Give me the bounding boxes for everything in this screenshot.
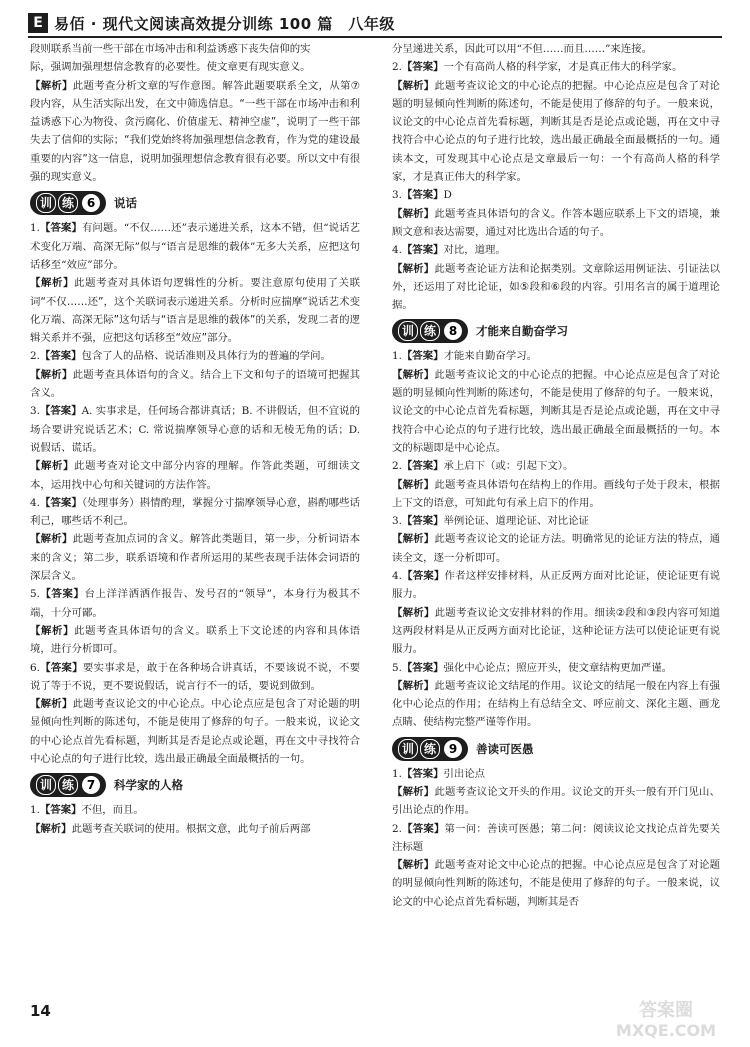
- item-text: 第一问：善读可医愚；第二问：阅读议论文找论点首先要关注标题: [392, 822, 720, 853]
- badge-char: 练: [420, 739, 440, 759]
- answer-item: [392, 512, 720, 530]
- item-number: 2.: [392, 61, 402, 74]
- analysis-item: [392, 366, 720, 457]
- item-tag: 【答案】: [401, 767, 444, 780]
- item-tag: 【答案】: [401, 822, 445, 835]
- item-text: 此题考查议论文的中心论点。中心论点应是包含了对论题的明显倾向性判断的陈述句，不能是使用了修辞的句子。一般来说，议论文的中心论点首先看标题，判断其是否是论点或论题，再在文中寻找符合中心论点的句子进行比较，选出最正确最全面最概括的一句。: [30, 698, 361, 765]
- item-number: 2.: [392, 822, 402, 835]
- analysis-item: [30, 820, 360, 838]
- item-text: D: [443, 189, 452, 202]
- item-tag: 【解析】: [30, 368, 73, 381]
- section-badge: [392, 319, 468, 343]
- item-text: 此题考查关联词的使用。根据文意，此句子前后两部: [71, 822, 311, 835]
- item-text: 要实事求是，敢于在各种场合讲真话，不要该说不说，不要说了等于不说，更不要说假话，说言行不一的话，要说到做到。: [30, 661, 361, 692]
- section-title: 才能来自勤奋学习: [476, 324, 568, 339]
- badge-char: 练: [420, 321, 440, 341]
- answer-item: [30, 494, 360, 531]
- right-column: [392, 40, 720, 911]
- analysis-item: [30, 274, 360, 347]
- answer-item: [392, 765, 720, 783]
- item-text: 此题考查议论文安排材料的作用。细读②段和③段内容可知道这两段材料是从正反两方面对比论证，这种论证方法可以使论证更有说服力。: [392, 606, 720, 656]
- item-tag: 【解析】: [392, 533, 435, 546]
- section-title: 说话: [114, 196, 137, 211]
- answer-item: [392, 241, 720, 259]
- item-number: 4.: [30, 496, 40, 509]
- section-8-list: [392, 347, 720, 731]
- answer-item: [392, 347, 720, 365]
- section-title: 善读可医愚: [476, 741, 534, 756]
- item-tag: 【答案】: [401, 189, 444, 202]
- item-text: 承上启下（或：引起下文）。: [443, 460, 574, 473]
- item-tag: 【解析】: [392, 606, 435, 619]
- section-number: 7: [82, 776, 100, 794]
- item-number: 5.: [392, 661, 402, 674]
- analysis-item: [392, 77, 720, 187]
- item-text: 此题考查论证方法和论据类别。文章除运用例证法、引证法以外，还运用了对比论证，如⑤段和⑥段的内容。引用名言的属于道理论据。: [392, 262, 721, 312]
- item-tag: 【解析】: [30, 533, 73, 546]
- item-tag: 【答案】: [401, 61, 444, 74]
- section-number: 9: [444, 740, 462, 758]
- item-text: 此题考查对具体语句逻辑性的分析。要注意原句使用了关联词“不仅……还”，这个关联词表示递进关系。分析时应揣摩“说话艺术变化万端、高深无际”这句话与“语言是思维的载体”的关系，发现二者的逻辑关系并不强，应把这句话移至“效应”部分。: [30, 277, 361, 345]
- analysis-tag: 【解析】: [30, 79, 73, 92]
- analysis-item: [392, 205, 720, 242]
- item-tag: 【答案】: [39, 804, 82, 817]
- analysis-item: [392, 677, 720, 732]
- item-number: 2.: [30, 350, 40, 363]
- item-tag: 【解析】: [30, 624, 75, 637]
- item-tag: 【解析】: [30, 698, 73, 711]
- item-tag: 【解析】: [392, 79, 435, 92]
- section-7-list: [30, 801, 360, 838]
- item-number: 1.: [30, 222, 40, 235]
- section-heading-6: [30, 191, 360, 215]
- item-number: 3.: [30, 405, 40, 418]
- answer-item: [392, 457, 720, 475]
- analysis-item: [392, 604, 720, 659]
- intro-line: 分呈递进关系，因此可以用“不但……而且……”来连接。: [392, 43, 652, 55]
- analysis-item: [30, 366, 360, 403]
- item-number: 6.: [30, 661, 40, 674]
- analysis-text: 此题考查分析文章的写作意图。解答此题要联系全文，从第⑦段内容，从生活实际出发，在文中筛选信息。“一些干部在市场冲击和利益诱惑下心为物役、贪污腐化、价值虚无、精神空虚”，说明了一些干部失去了信仰的实际；“我们党始终将加强理想信念教育，作为党的建设最重要的内容”这一信息，说明加强理想信念教育很有必要。所以文中有很强的现实意义。: [30, 79, 361, 184]
- item-text: 包含了人的品格、说话准则及具体行为的普遍的学问。: [81, 350, 331, 363]
- badge-char: 训: [398, 739, 418, 759]
- item-tag: 【解析】: [392, 785, 435, 798]
- svg-text:MXQE.COM: MXQE.COM: [615, 1021, 717, 1040]
- item-number: 5.: [30, 588, 40, 601]
- section-title: 科学家的人格: [114, 778, 183, 793]
- intro-line: 段则联系当前一些干部在市场冲击和利益诱惑下丧失信仰的实: [30, 43, 311, 55]
- badge-char: 训: [36, 193, 56, 213]
- item-tag: 【解析】: [30, 460, 75, 473]
- watermark-logo: [596, 996, 736, 1042]
- item-tag: 【解析】: [392, 368, 435, 381]
- section-9-list: [392, 765, 720, 911]
- item-tag: 【解析】: [30, 277, 75, 290]
- item-text: 此题考查议论文开头的作用。议论文的开头一般有开门见山、引出论点的作用。: [392, 785, 721, 817]
- badge-char: 训: [36, 775, 56, 795]
- item-tag: 【解析】: [392, 679, 435, 692]
- page-number: 14: [30, 1002, 51, 1020]
- item-number: 3.: [392, 189, 402, 202]
- item-text: 此题考查加点词的含义。解答此类题目，第一步，分析词语本来的含义；第二步，联系语境和作者所运用的某些表现手法体会词语的深层含义。: [30, 533, 361, 583]
- item-text: 此题考查具体语句的含义。结合上下文和句子的语境可把握其含义。: [30, 368, 361, 400]
- section-heading-9: [392, 737, 720, 761]
- analysis-item: [392, 476, 720, 513]
- item-text: 此题考查议论文的论证方法。明确常见的论证方法的特点，通读全文，逐一分析即可。: [392, 533, 721, 564]
- item-number: 4.: [392, 244, 402, 257]
- analysis-item: [392, 530, 720, 567]
- section-number: 6: [82, 194, 100, 212]
- analysis-item: [30, 457, 360, 494]
- badge-char: 练: [58, 775, 78, 795]
- item-tag: 【解析】: [392, 478, 435, 491]
- svg-text:答案圈: 答案圈: [639, 1000, 693, 1021]
- analysis-item: [392, 260, 720, 315]
- item-tag: 【答案】: [401, 661, 444, 674]
- item-text: 台上洋洋洒洒作报告、发号召的“领导”，本身行为极其不端，十分可鄙。: [30, 588, 361, 619]
- analysis-item: [30, 695, 360, 768]
- item-tag: 【答案】: [401, 460, 444, 473]
- item-tag: 【答案】: [401, 244, 444, 257]
- item-tag: 【答案】: [39, 222, 82, 235]
- item-text: 有问题。“不仅……还”表示递进关系，这本不错，但“说话艺术变化万端、高深无际”似与“语言是思维的载体”无多大关系，应把这句话移至“效应”部分。: [30, 222, 361, 271]
- item-tag: 【答案】: [39, 405, 82, 418]
- section-heading-7: [30, 773, 360, 797]
- item-tag: 【解析】: [392, 207, 435, 220]
- item-text: 引出论点: [443, 767, 486, 780]
- analysis-item: [392, 856, 720, 911]
- item-text: 此题考查议论文的中心论点的把握。中心论点应是包含了对论题的明显倾向性判断的陈述句，不能是使用了修辞的句子。一般来说，议论文的中心论点首先看标题，判断其是否是论点或论题，再在文中寻找符合中心论点的句子进行比较，选出最正确最全面最概括的一句。通读本文，可发现其中心论点是文章最后一句：一个有高尚人格的科学家，才是真正伟大的科学家。: [392, 79, 721, 184]
- section-heading-8: [392, 319, 720, 343]
- badge-char: 训: [398, 321, 418, 341]
- item-tag: 【解析】: [392, 262, 435, 275]
- item-tag: 【答案】: [401, 570, 445, 583]
- item-number: 2.: [392, 460, 402, 473]
- answer-item: [392, 659, 720, 677]
- item-number: 1.: [392, 350, 402, 363]
- badge-char: 练: [58, 193, 78, 213]
- answer-item: [30, 659, 360, 696]
- section-badge: [30, 191, 106, 215]
- item-text: 强化中心论点；照应开头，使文章结构更加严谨。: [443, 661, 673, 674]
- item-tag: 【答案】: [39, 350, 82, 363]
- analysis-item: [30, 530, 360, 585]
- answer-item: [392, 58, 720, 76]
- analysis-paragraph: [30, 77, 360, 187]
- item-text: 此题考查具体语句在结构上的作用。画线句子处于段末，根据上下文的语意，可知此句有承上启下的作用。: [392, 478, 721, 509]
- item-tag: 【答案】: [39, 588, 85, 601]
- section-badge: [392, 737, 468, 761]
- item-text: 此题考查对论文中心论点的把握。中心论点应是包含了对论题的明显倾向性判断的陈述句，不能是使用了修辞的句子。一般来说，议论文的中心论点首先看标题，判断其是否: [392, 859, 721, 908]
- item-text: 作者这样安排材料，从正反两方面对比论证，使论证更有说服力。: [392, 570, 720, 601]
- brand-logo: E: [28, 13, 48, 33]
- answer-item: [30, 585, 360, 622]
- item-text: 才能来自勤奋学习。: [443, 350, 537, 363]
- analysis-item: [392, 783, 720, 820]
- item-tag: 【解析】: [30, 822, 72, 835]
- item-text: 此题考查议论文的中心论点的把握。中心论点应是包含了对论题的明显倾向性判断的陈述句，不能是使用了修辞的句子。一般来说，议论文的中心论点首先看标题，判断其是否是论点或论题，再在文中寻找符合中心论点的句子进行比较，选出最正确最全面最概括的一句。本文的标题即是中心论点。: [392, 368, 721, 454]
- section-7-continued-list: [392, 58, 720, 314]
- section-number: 8: [444, 322, 462, 340]
- analysis-item: [30, 622, 360, 659]
- item-tag: 【答案】: [401, 515, 444, 528]
- answer-item: [392, 186, 720, 204]
- answer-item: [30, 801, 360, 819]
- intro-line: 际，强调加强理想信念教育的必要性。使文章更有现实意义。: [30, 61, 311, 74]
- item-text: 此题考查具体语句的含义。联系上下文论述的内容和具体语境，进行分析即可。: [30, 624, 361, 656]
- item-text: A. 实事求是，任何场合都讲真话；B. 不讲假话，但不宜说的场合要讲究说话艺术；C. 常说揣摩领导心意的话和无棱无角的话；D. 说假话、谎话。: [30, 405, 360, 454]
- section-6-list: [30, 219, 360, 768]
- section-badge: [30, 773, 106, 797]
- item-text: 对比，道理。: [443, 244, 506, 257]
- item-tag: 【答案】: [39, 661, 83, 674]
- item-text: 此题考查议论文结尾的作用。议论文的结尾一般在内容上有强化中心论点的作用；在结构上有总结全文、呼应前文、深化主题、画龙点睛、使结构完整严谨等作用。: [392, 679, 721, 729]
- item-text: 此题考查具体语句的含义。作答本题应联系上下文的语境，兼顾文意和表达需要，通过对比选出合适的句子。: [392, 207, 721, 238]
- answer-item: [30, 219, 360, 274]
- item-text: 举例论证、道理论证、对比论证: [443, 515, 589, 528]
- answer-item: [392, 820, 720, 857]
- page-header: [28, 10, 722, 38]
- left-column: [30, 40, 360, 838]
- item-text: 一个有高尚人格的科学家，才是真正伟大的科学家。: [443, 61, 683, 74]
- item-tag: 【答案】: [39, 496, 82, 509]
- item-number: 1.: [392, 767, 402, 780]
- item-tag: 【解析】: [392, 859, 435, 872]
- item-number: 4.: [392, 570, 402, 583]
- item-number: 1.: [30, 804, 40, 817]
- answer-item: [30, 347, 360, 365]
- answer-item: [30, 402, 360, 457]
- item-number: 3.: [392, 515, 402, 528]
- item-tag: 【答案】: [401, 350, 444, 363]
- item-text: 此题考查对论文中部分内容的理解。作答此类题，可细读文本，运用找中心句和关键词的方法作答。: [30, 460, 361, 491]
- answer-item: [392, 567, 720, 604]
- book-title: 易佰 · 现代文阅读高效提分训练 100 篇 八年级: [54, 14, 395, 33]
- item-text: （处理事务）斟情酌理，掌握分寸揣摩领导心意，斟酌哪些话利己，哪些话不利己。: [30, 496, 360, 528]
- item-text: 不但，而且。: [81, 804, 144, 817]
